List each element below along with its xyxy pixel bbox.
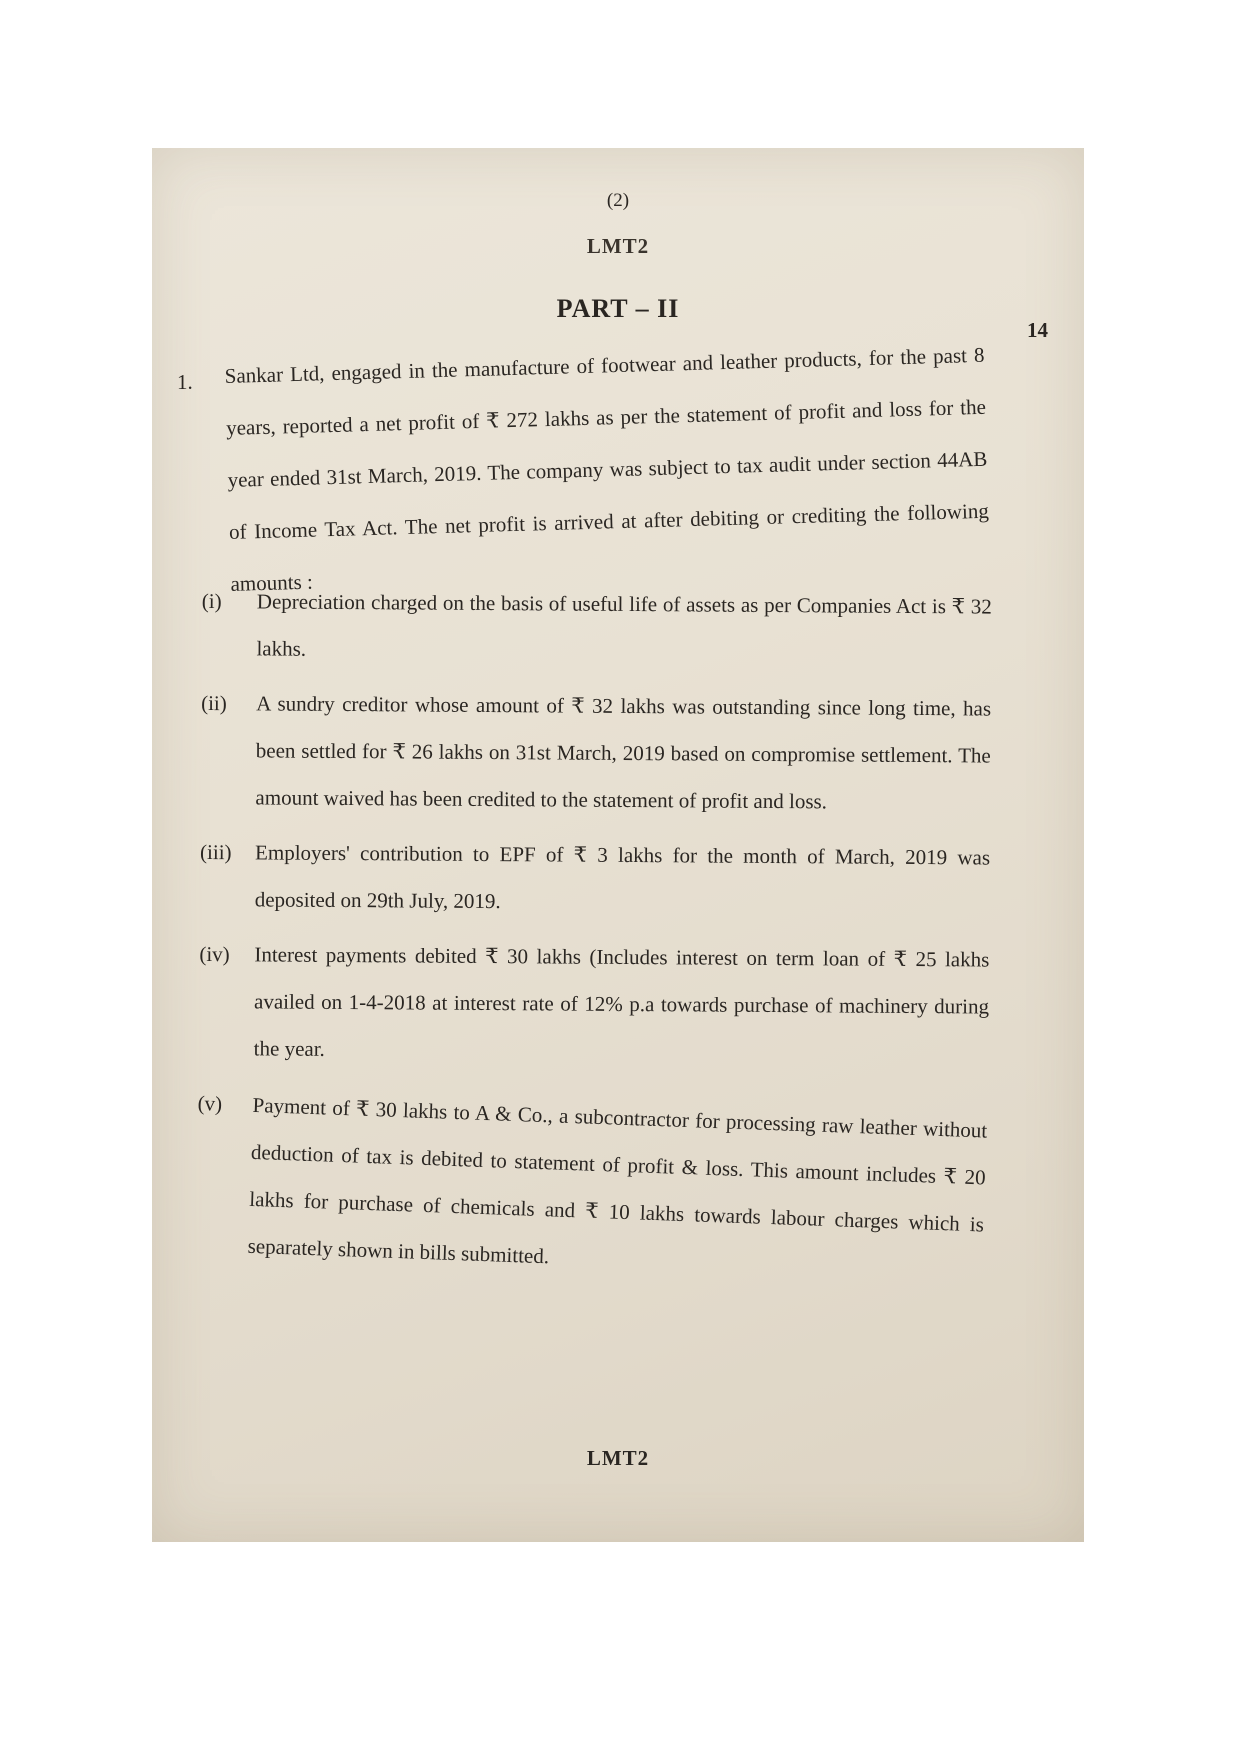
question-item bbox=[192, 1080, 988, 1295]
document-photo bbox=[152, 148, 1084, 1542]
part-title: PART – II bbox=[556, 294, 680, 323]
question-item bbox=[200, 680, 991, 827]
item-text: Depreciation charged on the basis of useful life of assets as per Companies Act is ₹ 32 lakhs. bbox=[256, 589, 992, 661]
item-text: Payment of ₹ 30 lakhs to A & Co., a subcontractor for processing raw leather without deduction of tax is debited to statement of profit & loss. This amount includes ₹ 20 lakhs for purchase of chemicals and ₹ 10 lakhs towards labour charges which is separately shown in bills submitted. bbox=[247, 1092, 988, 1269]
question-item bbox=[201, 578, 992, 678]
question-number: 1. bbox=[177, 370, 193, 394]
question-item bbox=[199, 931, 990, 1078]
question-marks: 14 bbox=[1027, 318, 1048, 342]
question-item bbox=[200, 829, 991, 929]
item-text: Employers' contribution to EPF of ₹ 3 lakhs for the month of March, 2019 was deposited on 29th July, 2019. bbox=[254, 840, 991, 914]
question-items-list bbox=[197, 578, 992, 1281]
paper-code-footer: LMT2 bbox=[586, 1446, 650, 1470]
item-label: (iv) bbox=[199, 941, 230, 967]
item-label: (i) bbox=[201, 588, 222, 614]
paper-code-header: LMT2 bbox=[586, 234, 650, 258]
question-stem: Sankar Ltd, engaged in the manufacture of footwear and leather products, for the past 8 years, reported a net profit of ₹ 272 lakhs as per the statement of profit and loss for the year ended 31st March, 2019. The company was subject to tax audit under section 44AB of Income Tax Act. The net profit is arrived at after debiting or crediting the following amounts : bbox=[224, 342, 990, 596]
page-number: (2) bbox=[606, 190, 630, 211]
item-text: Interest payments debited ₹ 30 lakhs (Includes interest on term loan of ₹ 25 lakhs availed on 1-4-2018 at interest rate of 12% p.a towards purchase of machinery during the year. bbox=[253, 942, 990, 1061]
item-label: (iii) bbox=[200, 839, 232, 865]
item-label: (ii) bbox=[201, 690, 227, 716]
item-text: A sundry creditor whose amount of ₹ 32 lakhs was outstanding since long time, has been settled for ₹ 26 lakhs on 31st March, 2019 based on compromise settlement. The amount waived has been credited to the statement of profit and loss. bbox=[255, 691, 992, 814]
item-label: (v) bbox=[197, 1090, 223, 1116]
